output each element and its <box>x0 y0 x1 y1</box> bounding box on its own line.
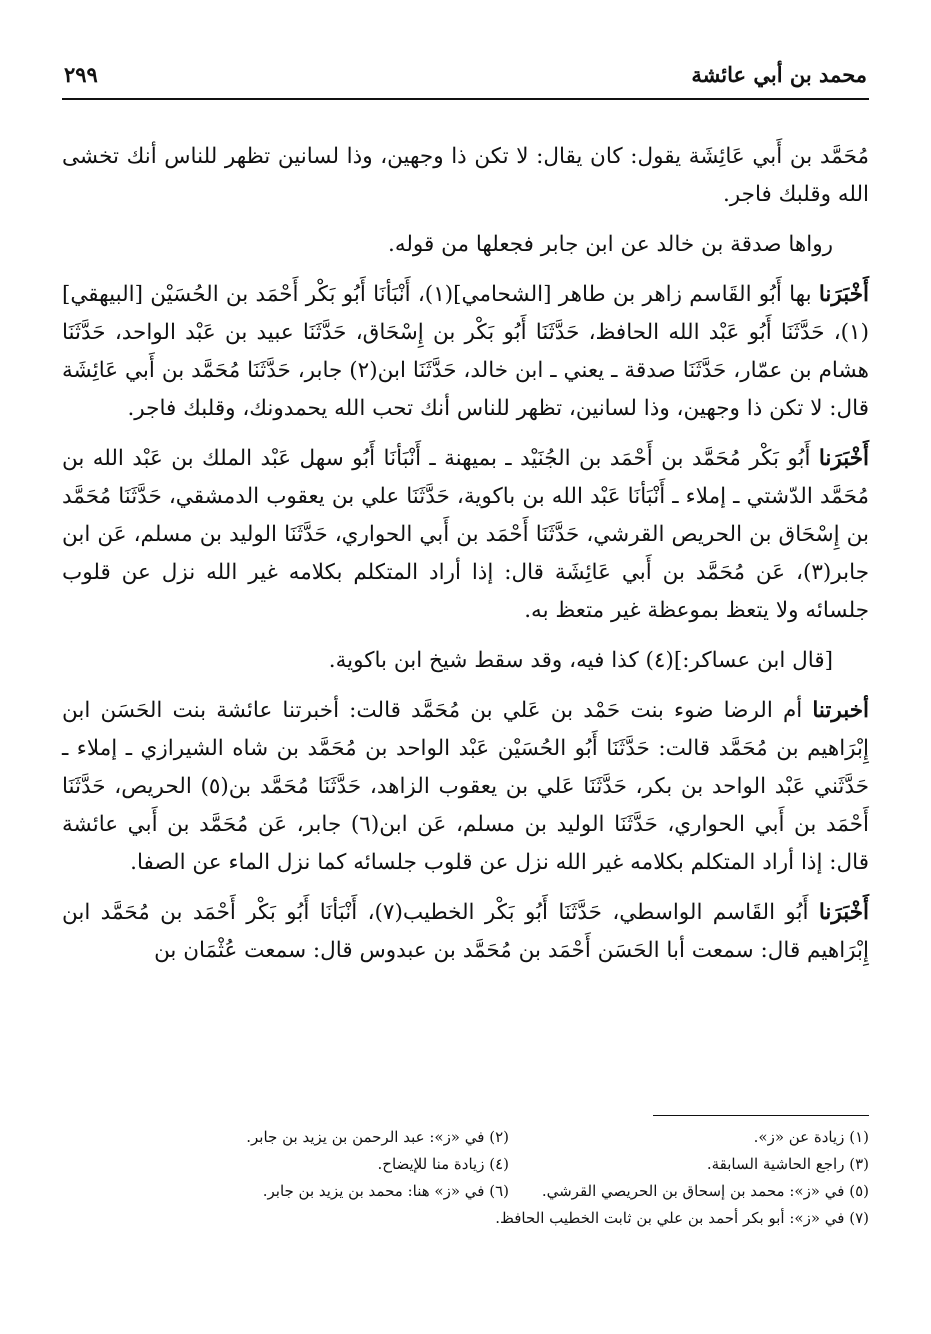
paragraph <box>62 276 869 428</box>
paragraph-text: أم الرضا ضوء بنت حَمْد بن عَلي بن مُحَمَّد قالت: أخبرتنا عائشة بنت الحَسَن ابن إِبْرَاهيم بن مُحَمَّد قالت: حَدَّثَنَا أَبُو الحُسَيْن عَبْد الواحد بن مُحَمَّد بن شاه الشيرازي ـ إملاء ـ حَدَّثَني عَبْد الواحد بن بكر، حَدَّثَنَا عَلي بن يعقوب الزاهد، حَدَّثَنَا مُحَمَّد بن(٥) الحريص، حَدَّثَنَا أَحْمَد بن أَبي الحواري، حَدَّثَنَا الوليد بن مسلم، عَن ابن(٦) جابر، عَن مُحَمَّد بن أَبي عائشة قال: إذا أراد المتكلم بكلامه غير الله نزل عن قلوب جلسائه كما نزل الماء عن الصفا. <box>62 698 869 875</box>
page-number: ٢٩٩ <box>64 62 98 87</box>
footnote <box>509 1178 869 1205</box>
footnote <box>509 1124 869 1151</box>
footnote-row <box>62 1178 869 1205</box>
paragraph <box>62 440 869 630</box>
footnote <box>62 1205 869 1232</box>
footnote-number: (٥) <box>849 1182 869 1200</box>
paragraph <box>62 138 869 214</box>
running-header <box>62 58 869 100</box>
footnote-text: زيادة عن «ز». <box>753 1128 845 1146</box>
footnote-number: (٢) <box>489 1128 509 1146</box>
footnote-number: (٤) <box>489 1155 509 1173</box>
footnote-number: (٦) <box>489 1182 509 1200</box>
paragraph-lead: أخبرتنا <box>812 698 869 723</box>
footnote-divider <box>653 1115 869 1116</box>
paragraph-text: رواها صدقة بن خالد عن ابن جابر فجعلها من قوله. <box>387 232 833 257</box>
footnote-number: (٣) <box>849 1155 869 1173</box>
paragraph-text: بها أَبُو القَاسم زاهر بن طاهر [الشحامي](١)، أَنْبَأنَا أَبُو بَكْر أَحْمَد بن الحُسَيْن [البيهقي](١)، حَدَّثَنَا أَبُو عَبْد الله الحافظ، حَدَّثَنَا أَبُو بَكْر بن إِسْحَاق، حَدَّثَنَا عبيد بن عَبْد الواحد، حَدَّثَنَا هشام بن عمّار، حَدَّثَنَا صدقة ـ يعني ـ ابن خالد، حَدَّثَنَا ابن(٢) جابر، حَدَّثَنَا مُحَمَّد بن أَبي عَائِشَة قال: لا تكن ذا وجهين، وذا لسانين، تظهر للناس أنك تحب الله يحمدونك، وقلبك فاجر. <box>62 282 869 421</box>
paragraph <box>62 642 869 680</box>
paragraph-text: مُحَمَّد بن أَبي عَائِشَة يقول: كان يقال: لا تكن ذا وجهين، وذا لسانين تظهر للناس أنك تخشى الله وقلبك فاجر. <box>62 144 869 207</box>
footnote <box>199 1151 509 1178</box>
paragraph <box>62 894 869 970</box>
footnote <box>199 1178 509 1205</box>
paragraph-lead: أَخْبَرَنا <box>818 282 869 307</box>
footnote-row <box>62 1205 869 1232</box>
footnote-number: (٧) <box>849 1209 869 1227</box>
footnote <box>199 1124 509 1151</box>
main-text <box>62 138 869 982</box>
footnote <box>509 1151 869 1178</box>
footnote-row <box>62 1151 869 1178</box>
paragraph <box>62 226 869 264</box>
footnote-text: في «ز»: محمد بن إسحاق بن الحريصي القرشي. <box>541 1182 845 1200</box>
footnote-text: في «ز» هنا: محمد بن يزيد بن جابر. <box>262 1182 485 1200</box>
footnote-text: راجع الحاشية السابقة. <box>706 1155 845 1173</box>
footnote-text: زيادة منا للإيضاح. <box>377 1155 485 1173</box>
header-title: محمد بن أبي عائشة <box>691 62 867 87</box>
footnote-row <box>62 1124 869 1151</box>
paragraph-text: أَبُو بَكْر مُحَمَّد بن أَحْمَد بن الجُنَيْد ـ بميهنة ـ أَنْبَأنَا أَبُو سهل عَبْد الملك بن عَبْد الله بن مُحَمَّد الدّشتي ـ إملاء ـ أَنْبَأنَا عَبْد الله بن باكوية، حَدَّثَنَا علي بن يعقوب الدمشقي، حَدَّثَنَا مُحَمَّد بن إِسْحَاق بن الحريص القرشي، حَدَّثَنَا أَحْمَد بن أَبي الحواري، حَدَّثَنَا الوليد بن مسلم، عَن ابن جابر(٣)، عَن مُحَمَّد بن أَبي عَائِشَة قال: إذا أراد المتكلم بكلامه غير الله نزل عن قلوب جلسائه ولا يتعظ بموعظة غير متعظ به. <box>62 446 869 623</box>
footnotes <box>62 1124 869 1232</box>
footnote-number: (١) <box>849 1128 869 1146</box>
paragraph-lead: أَخْبَرَنا <box>818 446 869 471</box>
paragraph-lead: أَخْبَرَنا <box>818 900 870 925</box>
footnote-text: في «ز»: أبو بكر أحمد بن علي بن ثابت الخطيب الحافظ. <box>495 1209 845 1227</box>
footnote-text: في «ز»: عبد الرحمن بن يزيد بن جابر. <box>246 1128 485 1146</box>
paragraph-text: [قال ابن عساكر:](٤) كذا فيه، وقد سقط شيخ ابن باكوية. <box>328 648 833 673</box>
paragraph-text: أَبُو القَاسم الواسطي، حَدَّثَنَا أَبُو بَكْر الخطيب(٧)، أَنْبَأنَا أَبُو بَكْر أَحْمَد بن مُحَمَّد ابن إِبْرَاهيم قال: سمعت أبا الحَسَن أَحْمَد بن مُحَمَّد بن عبدوس قال: سمعت عُثْمَان بن <box>62 900 869 963</box>
paragraph <box>62 692 869 882</box>
